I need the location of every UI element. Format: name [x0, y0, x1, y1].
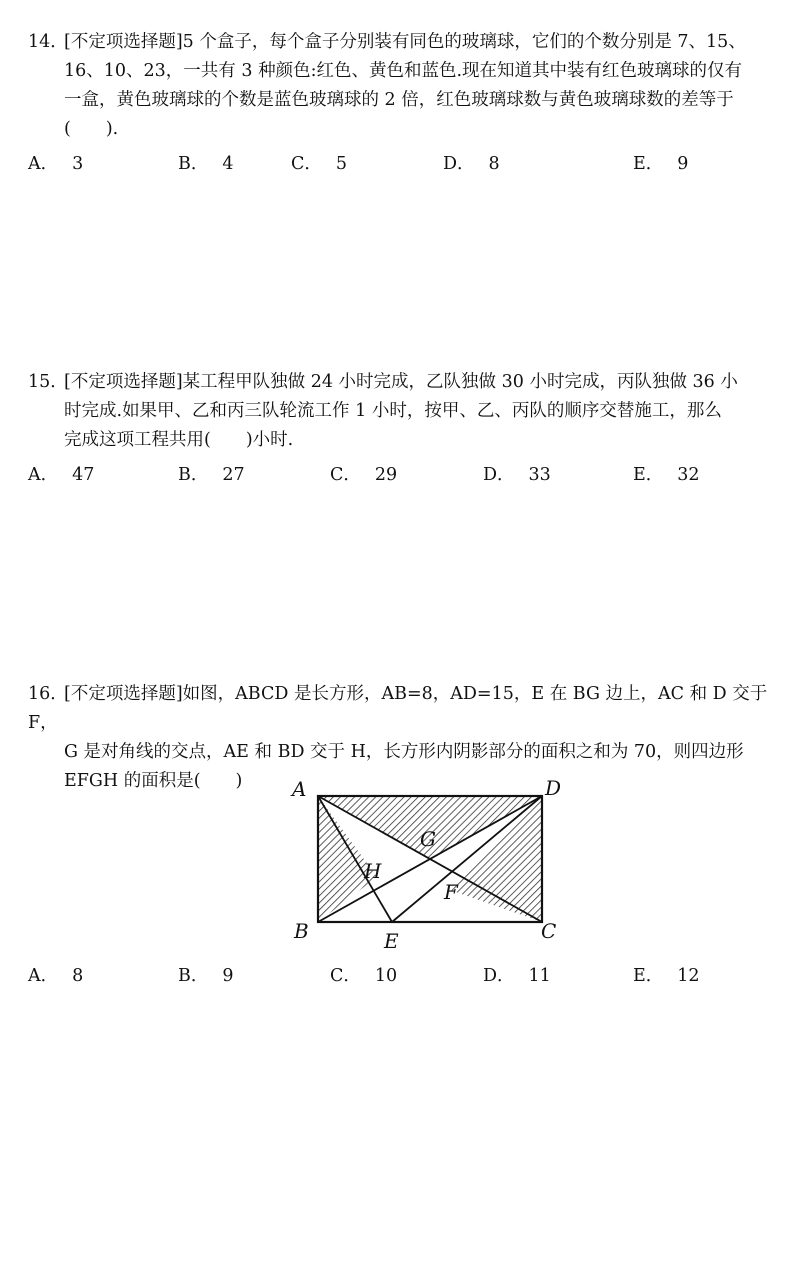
- stem-line: 16、10、23，一共有 3 种颜色:红色、黄色和蓝色.现在知道其中装有红色玻璃球的仅有: [64, 61, 743, 81]
- answer-options: [28, 150, 788, 178]
- stem-line: 一盒，黄色玻璃球的个数是蓝色玻璃球的 2 倍，红色玻璃球数与黄色玻璃球数的差等于: [64, 90, 734, 110]
- stem-line: 时完成.如果甲、乙和丙三队轮流工作 1 小时，按甲、乙、丙队的顺序交替施工，那么: [64, 401, 722, 421]
- question-14: [28, 28, 788, 178]
- geometry-diagram: [288, 778, 578, 954]
- option-letter: E．: [633, 154, 664, 174]
- question-stem: [28, 28, 788, 144]
- option-letter: A．: [28, 966, 59, 986]
- stem-line: [不定项选择题]5 个盒子，每个盒子分别装有同色的玻璃球，它们的个数分别是 7、15、: [64, 32, 746, 52]
- label-a: A: [292, 778, 307, 801]
- option-c[interactable]: [291, 150, 347, 175]
- option-value: 5: [335, 154, 348, 174]
- label-g: G: [420, 827, 436, 851]
- rectangle-figure: [288, 778, 578, 954]
- label-d: D: [545, 778, 562, 800]
- stem-line: ( ).: [64, 119, 119, 139]
- label-e: E: [384, 929, 399, 953]
- option-b[interactable]: [178, 150, 234, 175]
- question-16: [28, 680, 788, 1000]
- option-value: 10: [374, 966, 398, 986]
- answer-options: [28, 461, 788, 489]
- option-letter: E．: [633, 465, 664, 485]
- option-letter: A．: [28, 154, 59, 174]
- option-value: 33: [528, 465, 551, 485]
- option-value: 4: [222, 154, 234, 174]
- option-a[interactable]: [28, 962, 83, 987]
- option-letter: B．: [178, 154, 209, 174]
- stem-line: EFGH 的面积是( ): [64, 771, 243, 791]
- stem-line: 完成这项工程共用( )小时.: [64, 430, 294, 450]
- option-letter: C．: [291, 154, 322, 174]
- stem-line: [不定项选择题]某工程甲队独做 24 小时完成，乙队独做 30 小时完成，丙队独做 36 小: [64, 372, 738, 392]
- question-number: 15．: [28, 372, 68, 392]
- option-letter: B．: [178, 465, 209, 485]
- option-letter: E．: [633, 966, 664, 986]
- option-letter: D．: [483, 465, 515, 485]
- option-d[interactable]: [443, 150, 500, 175]
- option-letter: C．: [330, 966, 361, 986]
- option-a[interactable]: [28, 150, 83, 175]
- option-letter: D．: [443, 154, 475, 174]
- label-f: F: [444, 880, 458, 904]
- option-e[interactable]: [633, 150, 688, 175]
- option-e[interactable]: [633, 461, 700, 486]
- question-number: 16．: [28, 684, 68, 704]
- option-d[interactable]: [483, 461, 551, 486]
- label-c: C: [541, 919, 557, 943]
- option-value: 3: [72, 154, 84, 174]
- option-letter: C．: [330, 465, 361, 485]
- label-b: B: [294, 919, 309, 943]
- stem-line: G 是对角线的交点，AE 和 BD 交于 H，长方形内阴影部分的面积之和为 70，则四边形: [64, 742, 744, 762]
- answer-options: [28, 962, 788, 990]
- option-c[interactable]: [330, 962, 397, 987]
- option-b[interactable]: [178, 461, 245, 486]
- option-letter: A．: [28, 465, 59, 485]
- option-value: 29: [374, 465, 398, 485]
- option-value: 27: [222, 465, 245, 485]
- option-value: 32: [677, 465, 700, 485]
- option-value: 47: [72, 465, 95, 485]
- option-letter: D．: [483, 966, 515, 986]
- option-a[interactable]: [28, 461, 94, 486]
- option-letter: B．: [178, 966, 209, 986]
- option-value: 11: [528, 966, 551, 986]
- label-h: H: [364, 859, 382, 883]
- option-e[interactable]: [633, 962, 700, 987]
- option-value: 8: [72, 966, 84, 986]
- option-value: 12: [677, 966, 700, 986]
- option-value: 9: [677, 154, 689, 174]
- question-15: [28, 368, 788, 489]
- stem-line: [不定项选择题]如图，ABCD 是长方形，AB=8，AD=15，E 在 BG 边上，AC 和 D 交于 F，: [28, 684, 768, 733]
- option-value: 9: [222, 966, 234, 986]
- option-value: 8: [488, 154, 500, 174]
- question-stem: [28, 368, 788, 455]
- question-number: 14．: [28, 32, 68, 52]
- option-c[interactable]: [330, 461, 397, 486]
- option-d[interactable]: [483, 962, 551, 987]
- option-b[interactable]: [178, 962, 234, 987]
